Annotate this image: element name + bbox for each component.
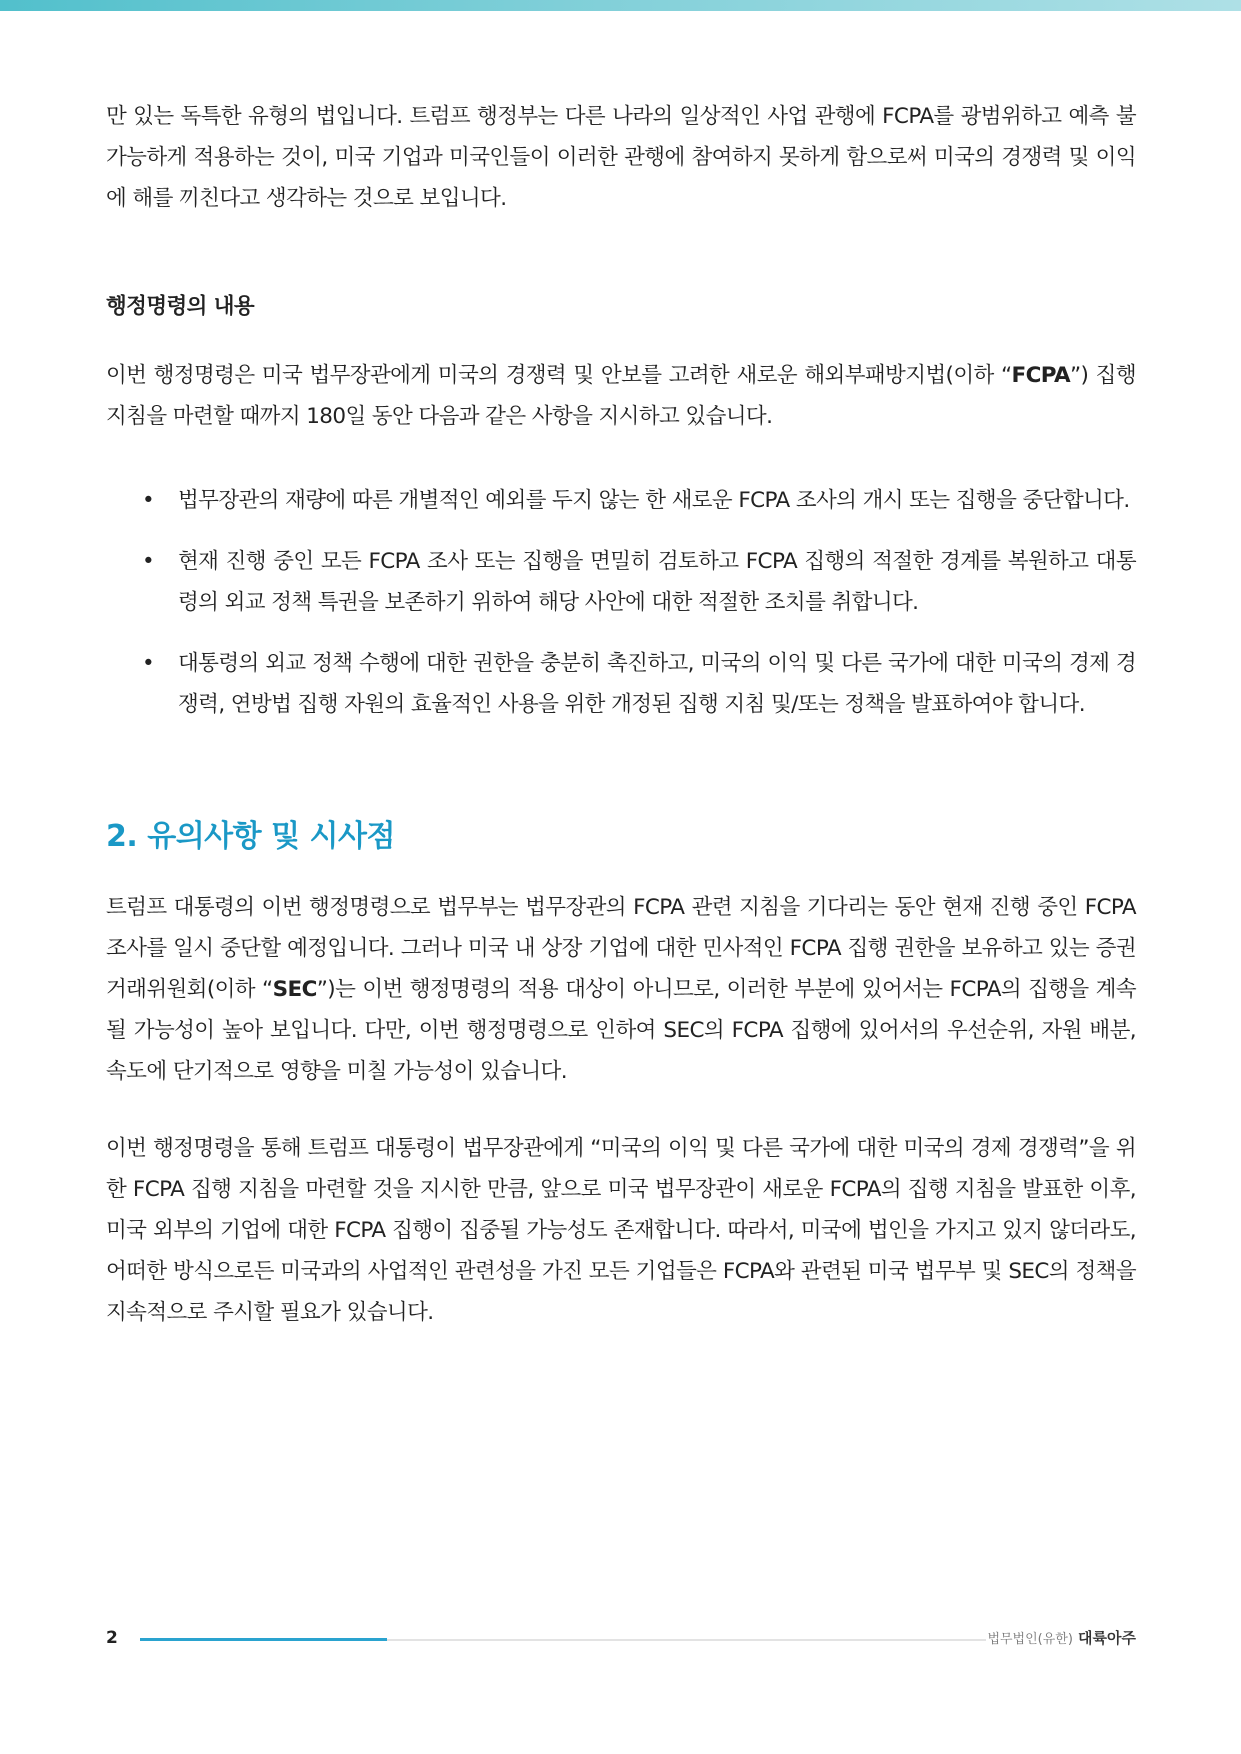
bullet-icon: • [142,651,155,676]
list-item [106,541,1136,623]
footer-accent-line [140,1638,387,1641]
page-footer [106,1628,1136,1658]
subheading: 행정명령의 내용 [106,294,255,319]
order-paragraph-text-after: ”) 집행 지침을 마련할 때까지 180일 동안 다음과 같은 사항을 지시하고 있습니다. [106,363,1136,429]
list-item [106,480,1136,521]
fcpa-term: FCPA [1011,363,1071,388]
firm-name [987,1628,1136,1650]
sec-paragraph-text-before: 트럼프 대통령의 이번 행정명령으로 법무부는 법무장관의 FCPA 관련 지침을 기다리는 동안 현재 진행 중인 FCPA 조사를 일시 중단할 예정입니다. 그러나 미국 내 상장 기업에 대한 민사적인 FCPA 집행 권한을 보유하고 있는 증권거래위원회(이하 “ [106,895,1136,1002]
conclusion-paragraph: 이번 행정명령을 통해 트럼프 대통령이 법무장관에게 “미국의 이익 및 다른 국가에 대한 미국의 경제 경쟁력”을 위한 FCPA 집행 지침을 마련할 것을 지시한 만큼, 앞으로 미국 법무장관이 새로운 FCPA의 집행 지침을 발표한 이후, 미국 외부의 기업에 대한 FCPA 집행이 집중될 가능성도 존재합니다. 따라서, 미국에 법인을 가지고 있지 않더라도, 어떠한 방식으로든 미국과의 사업적인 관련성을 가진 모든 기업들은 FCPA와 관련된 미국 법무부 및 SEC의 정책을 지속적으로 주시할 필요가 있습니다. [106,1136,1136,1325]
bullet-icon: • [142,488,155,513]
intro-paragraph: 만 있는 독특한 유형의 법입니다. 트럼프 행정부는 다른 나라의 일상적인 사업 관행에 FCPA를 광범위하고 예측 불가능하게 적용하는 것이, 미국 기업과 미국인들이 이러한 관행에 참여하지 못하게 함으로써 미국의 경쟁력 및 이익에 해를 끼친다고 생각하는 것으로 보입니다. [106,104,1136,211]
sec-paragraph-text-after: ”)는 이번 행정명령의 적용 대상이 아니므로, 이러한 부분에 있어서는 FCPA의 집행을 계속될 가능성이 높아 보입니다. 다만, 이번 행정명령으로 인하여 SEC의 FCPA 집행에 있어서의 우선순위, 자원 배분, 속도에 단기적으로 영향을 미칠 가능성이 있습니다. [106,977,1136,1084]
sec-paragraph [106,887,1136,1092]
sec-term: SEC [272,977,317,1002]
order-paragraph-text-before: 이번 행정명령은 미국 법무장관에게 미국의 경쟁력 및 안보를 고려한 새로운 해외부패방지법(이하 “ [106,363,1012,388]
top-accent-bar [0,0,1241,11]
list-item-text: 법무장관의 재량에 따른 개별적인 예외를 두지 않는 한 새로운 FCPA 조사의 개시 또는 집행을 중단합니다. [178,488,1130,513]
section-title: 2. 유의사항 및 시사점 [106,819,395,854]
order-paragraph [106,355,1136,437]
firm-prefix: 법무법인(유한) [987,1632,1073,1647]
document-body [106,96,1136,1333]
list-item-text: 대통령의 외교 정책 수행에 대한 권한을 충분히 촉진하고, 미국의 이익 및 다른 국가에 대한 미국의 경제 경쟁력, 연방법 집행 자원의 효율적인 사용을 위한 개정된 집행 지침 및/또는 정책을 발표하여야 합니다. [178,651,1136,717]
page-number: 2 [106,1628,118,1648]
bullet-icon: • [142,549,155,574]
list-item [106,643,1136,725]
list-item-text: 현재 진행 중인 모든 FCPA 조사 또는 집행을 면밀히 검토하고 FCPA 집행의 적절한 경계를 복원하고 대통령의 외교 정책 특권을 보존하기 위하여 해당 사안에 대한 적절한 조치를 취합니다. [178,549,1136,615]
directive-list [106,480,1136,725]
firm-main-name: 대륙아주 [1078,1629,1136,1647]
